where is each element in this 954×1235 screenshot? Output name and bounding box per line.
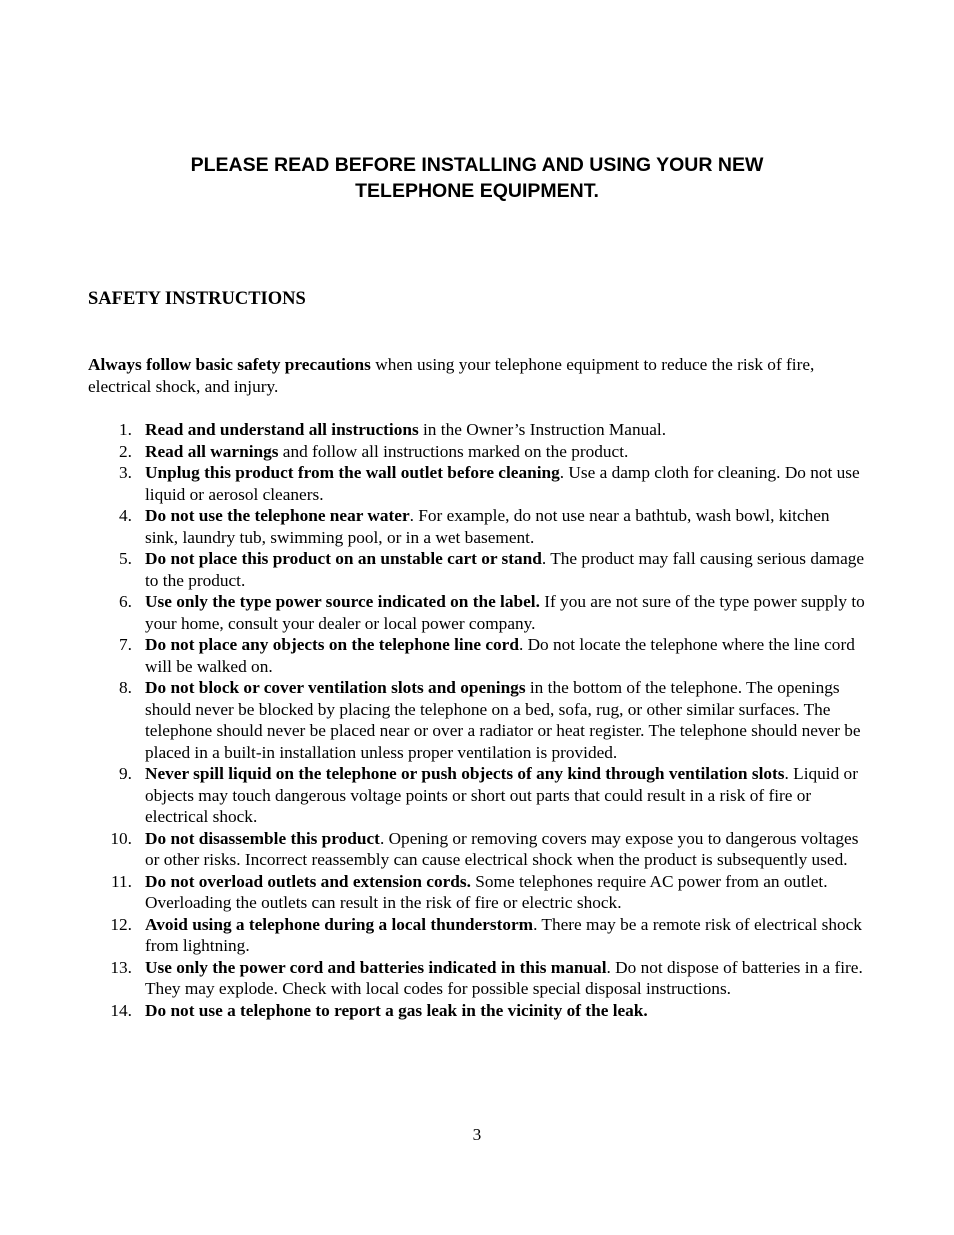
intro-bold-text: Always follow basic safety precautions [88,355,371,374]
item-bold-text: Do not place any objects on the telephone line cord [145,635,519,654]
item-text: . Liquid or objects may touch dangerous voltage points or short out parts that could result in a risk of fire or electrical shock. [145,764,858,826]
item-number: 10. [110,828,132,848]
item-number: 12. [110,914,132,934]
item-bold-text: Read all warnings [145,441,279,461]
page-title-line-2: TELEPHONE EQUIPMENT. [355,180,599,202]
item-text: . Opening or removing covers may expose you to dangerous voltages or other risks. Incorrect reassembly can cause electrical shock when the product is subsequently used. [145,828,859,869]
list-item [0,914,865,957]
item-number: 1. [119,420,132,439]
item-number: 7. [119,635,132,654]
item-number: 13. [110,957,132,977]
item-text: Some telephones require AC power from an outlet. Overloading the outlets can result in the risk of fire or electric shock. [145,871,828,912]
item-text: . Do not dispose of batteries in a fire. They may explode. Check with local codes for possible special disposal instructions. [145,957,863,998]
item-bold-text: Use only the type power source indicated on the label. [145,592,540,611]
item-text: in the bottom of the telephone. The openings should never be blocked by placing the telephone on a bed, sofa, rug, or other similar surfaces. The telephone should never be placed near or over a radiator or heat register. The telephone should never be placed in a built-in installation unless proper ventilation is provided. [145,678,861,762]
item-number: 14. [110,1000,132,1020]
item-number: 3. [119,463,132,482]
list-item [0,419,865,441]
list-item [0,441,865,463]
item-bold-text: Do not block or cover ventilation slots and openings [145,678,526,697]
item-number: 11. [111,871,132,891]
item-text: . Do not locate the telephone where the line cord will be walked on. [145,635,855,676]
list-item [0,957,865,1000]
intro-text: when using your telephone equipment to reduce the risk of fire, electrical shock, and injury. [88,355,815,396]
item-number: 6. [119,592,132,611]
item-text: . There may be a remote risk of electrical shock from lightning. [145,914,862,955]
list-item [0,763,865,828]
list-item [0,505,865,548]
item-text: . The product may fall causing serious damage to the product. [145,549,865,590]
item-bold-text: Never spill liquid on the telephone or push objects of any kind through ventilation slots [145,764,785,783]
item-bold-text: Do not use the telephone near water [145,506,410,525]
list-item [0,1000,865,1022]
item-text: . Use a damp cloth for cleaning. Do not use liquid or aerosol cleaners. [145,463,860,504]
item-bold-text: Avoid using a telephone during a local thunderstorm [145,914,534,934]
page-number: 3 [472,1125,482,1144]
item-bold-text: Use only the power cord and batteries indicated in this manual [145,957,607,977]
list-item [0,591,865,634]
item-bold-text: Do not place this product on an unstable cart or stand [145,549,542,568]
page-title-line-1: PLEASE READ BEFORE INSTALLING AND USING YOUR NEW [190,154,764,176]
item-bold-text: Do not disassemble this product [145,828,380,848]
item-bold-text: Do not use a telephone to report a gas leak in the vicinity of the leak. [145,1000,648,1020]
list-item [0,462,865,505]
section-heading: SAFETY INSTRUCTIONS [88,289,306,309]
item-number: 4. [119,506,132,525]
list-item [0,871,865,914]
list-item [0,548,865,591]
item-number: 5. [119,549,132,568]
safety-instructions-list [0,419,954,1021]
item-number: 2. [119,441,132,461]
list-item [0,677,865,763]
item-bold-text: Unplug this product from the wall outlet before cleaning [145,463,560,482]
item-text: . For example, do not use near a bathtub, wash bowl, kitchen sink, laundry tub, swimming pool, or in a wet basement. [145,506,830,547]
list-item [0,828,865,871]
page-title [0,152,954,204]
item-number: 8. [119,678,132,697]
intro-paragraph [88,354,868,397]
item-bold-text: Read and understand all instructions [145,420,419,439]
item-text: in the Owner’s Instruction Manual. [418,420,667,439]
list-item [0,634,865,677]
item-bold-text: Do not overload outlets and extension cords. [145,871,471,891]
item-text: and follow all instructions marked on the product. [278,441,629,461]
item-number: 9. [119,764,132,783]
item-text: If you are not sure of the type power supply to your home, consult your dealer or local power company. [145,592,865,633]
